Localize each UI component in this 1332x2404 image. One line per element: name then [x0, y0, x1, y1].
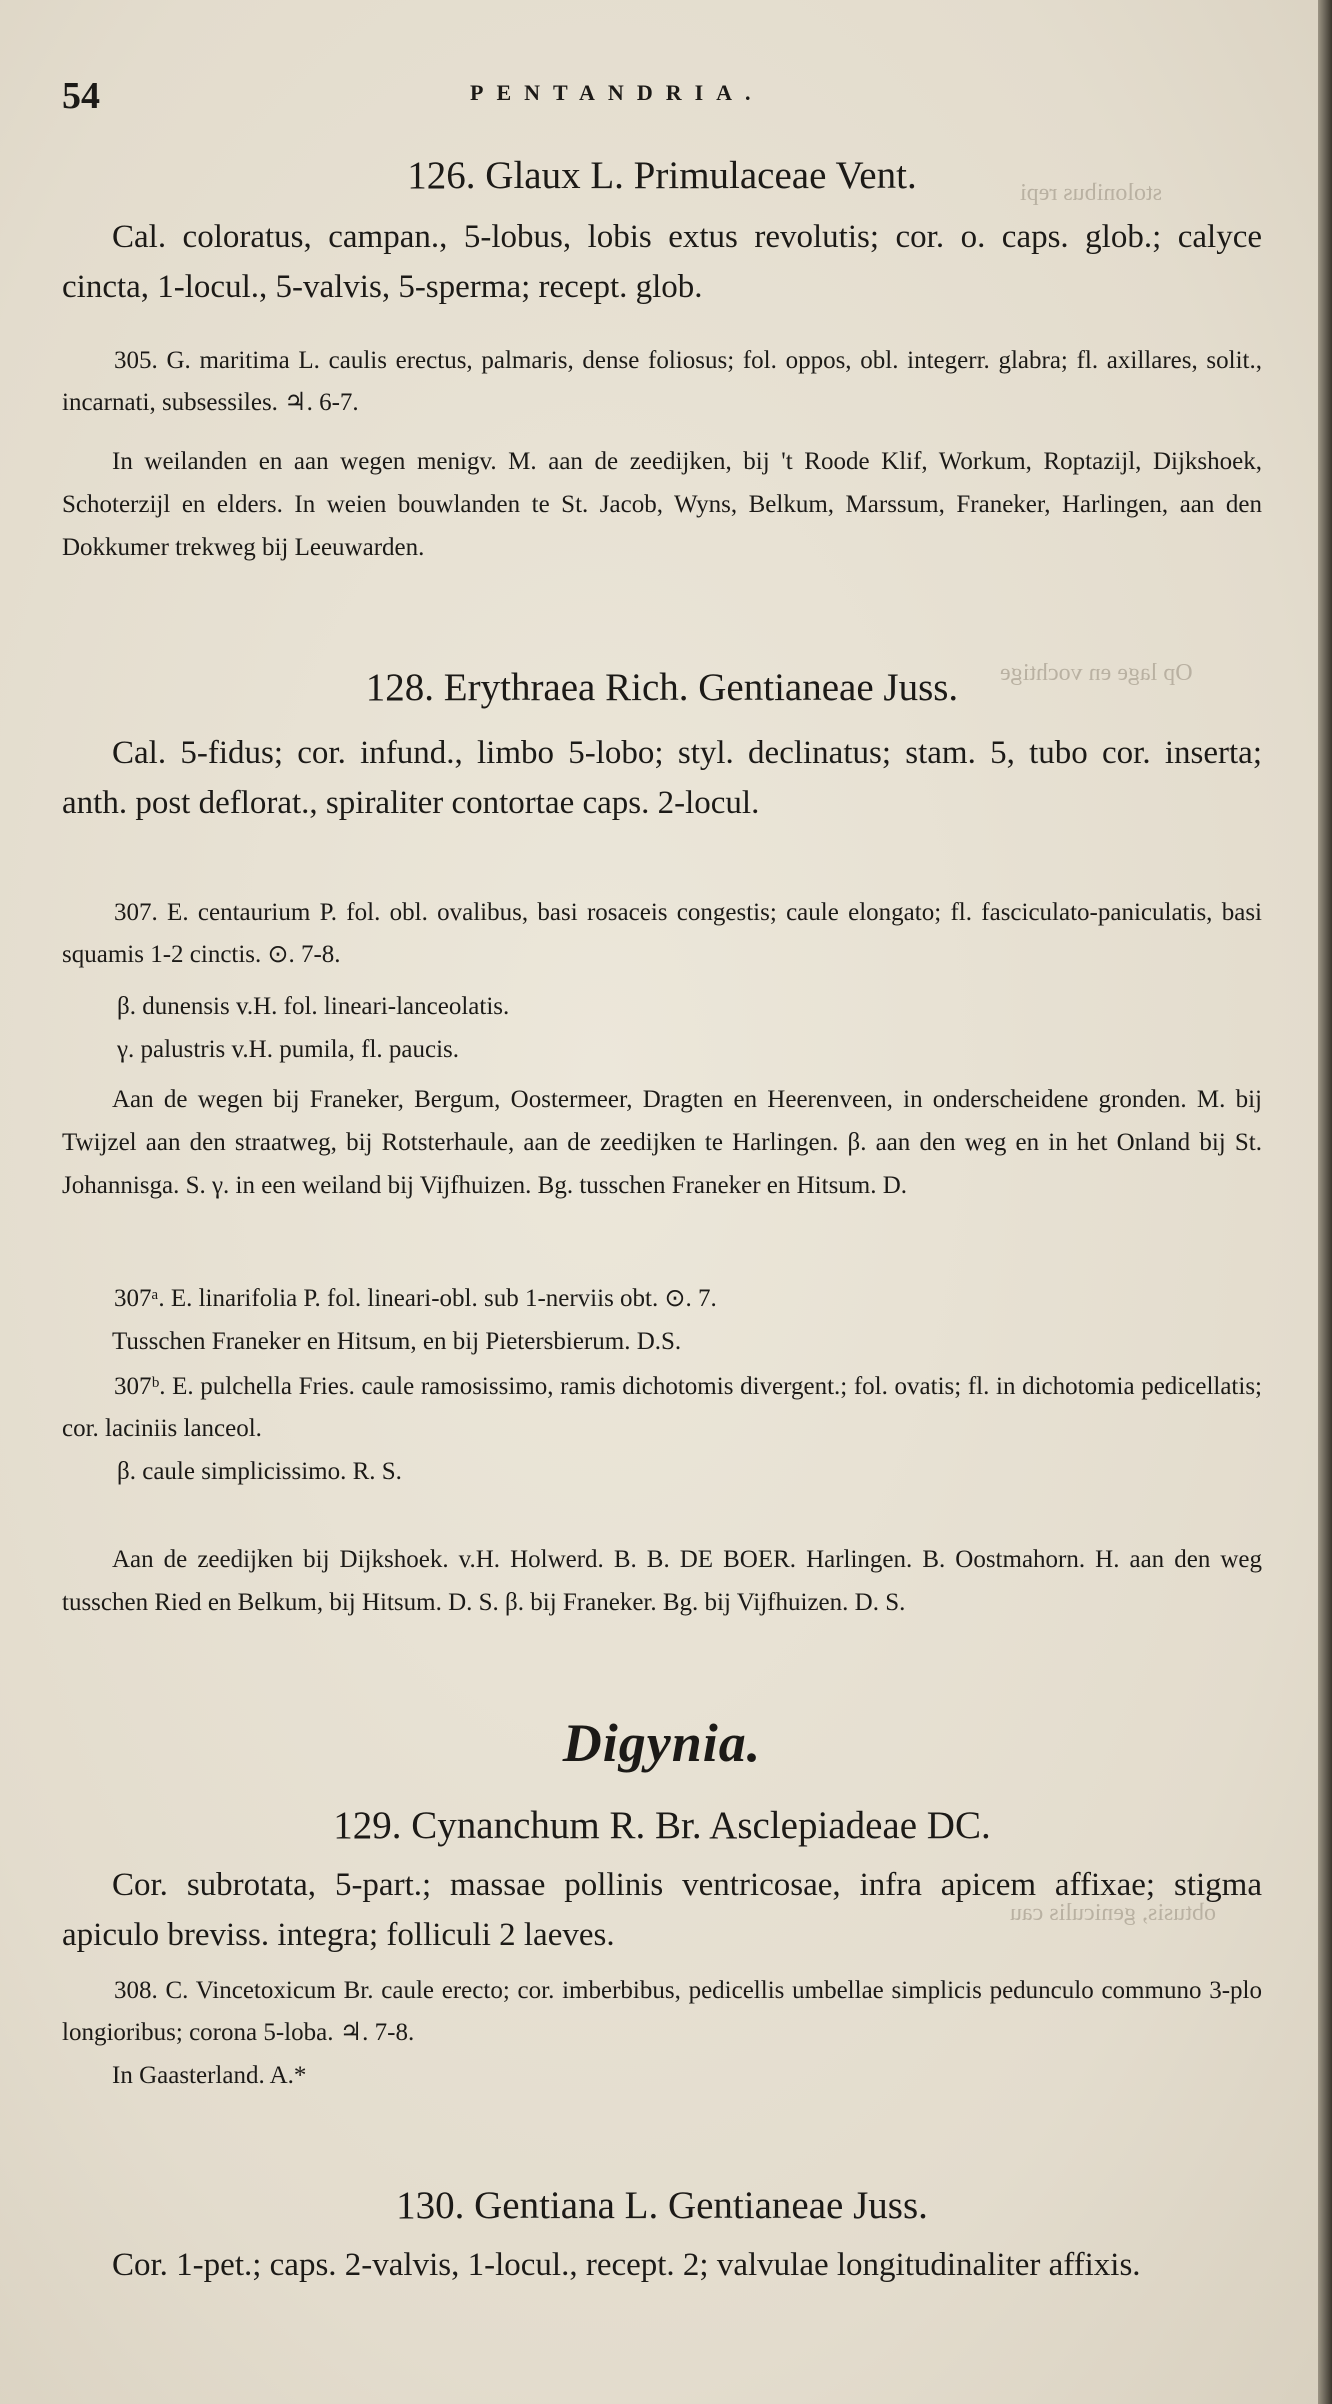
page-edge-shadow	[1318, 0, 1332, 2404]
section-130	[62, 2180, 1262, 2232]
section-126-desc	[62, 212, 1262, 312]
variety-beta: β. dunensis v.H. fol. lineari-lanceolatis.	[117, 993, 510, 1020]
bleed-through-text: stolonibus repi	[1020, 180, 1162, 206]
bleed-through-text: Op lage en vochtige	[1000, 660, 1193, 686]
genus-description: Cor. subrotata, 5-part.; massae pollinis ventricosae, infra apicem affixae; stigma apiculo breviss. integra; folliculi 2 laeves.	[62, 1867, 1262, 1953]
species-entry: 308. C. Vincetoxicum Br. caule erecto; cor. imberbibus, pedicellis umbellae simplicis pedunculo communo 3-plo longioribus; corona 5-loba. ♃. 7-8.	[62, 1977, 1262, 2046]
species-entry: 307. E. centaurium P. fol. obl. ovalibus, basi rosaceis congestis; caule elongato; fl. fasciculato-paniculatis, basi squamis 1-2 cinctis. ⊙. 7-8.	[62, 899, 1262, 968]
section-129	[62, 1800, 1262, 1852]
locality-note: Tusschen Franeker en Hitsum, en bij Pietersbierum. D.S.	[112, 1328, 682, 1355]
genus-description: Cal. coloratus, campan., 5-lobus, lobis extus revolutis; cor. o. caps. glob.; calyce cincta, 1-locul., 5-valvis, 5-sperma; recept. glob.	[62, 219, 1262, 305]
locality-note: Aan de wegen bij Franeker, Bergum, Oostermeer, Dragten en Heerenveen, in onderscheidene gronden. M. bij Twijzel aan den straatweg, bij Rotsterhaule, aan de zeedijken te Harlingen. β. aan den weg en in het Onland bij St. Johannisga. S. γ. in een weiland bij Vijfhuizen. Bg. tusschen Franeker en Hitsum. D.	[62, 1086, 1262, 1199]
order-heading-wrap	[62, 1712, 1262, 1774]
order-heading: Digynia.	[562, 1713, 762, 1773]
genus-heading: 130. Gentiana L. Gentianeae Juss.	[396, 2184, 928, 2227]
variety-beta: β. caule simplicissimo. R. S.	[117, 1458, 402, 1485]
section-128-species-a	[62, 1278, 1262, 1363]
bleed-through-text: obtusis, geniculis cau	[1010, 1900, 1216, 1926]
genus-description: Cor. 1-pet.; caps. 2-valvis, 1-locul., recept. 2; valvulae longitudinaliter affixis.	[112, 2247, 1141, 2283]
section-128-desc	[62, 728, 1262, 828]
section-129-desc	[62, 1860, 1262, 1960]
section-128-var	[62, 985, 1262, 1071]
section-128-loc-b	[62, 1538, 1262, 1624]
locality-note: In weilanden en aan wegen menigv. M. aan de zeedijken, bij 't Roode Klif, Workum, Roptazijl, Dijkshoek, Schoterzijl en elders. In weien bouwlanden te St. Jacob, Wyns, Belkum, Marssum, Franeker, Harlingen, aan den Dokkumer trekweg bij Leeuwarden.	[62, 448, 1262, 561]
genus-heading: 129. Cynanchum R. Br. Asclepiadeae DC.	[333, 1804, 991, 1847]
running-title: PENTANDRIA.	[470, 80, 764, 105]
locality-note: Aan de zeedijken bij Dijkshoek. v.H. Holwerd. B. B. DE BOER. Harlingen. B. Oostmahorn. H. aan den weg tusschen Ried en Belkum, bij Hitsum. D. S. β. bij Franeker. Bg. bij Vijfhuizen. D. S.	[62, 1546, 1262, 1616]
section-129-species	[62, 1970, 1262, 2097]
locality-note: In Gaasterland. A.*	[112, 2062, 307, 2089]
section-128-loc	[62, 1078, 1262, 1207]
species-entry: 305. G. maritima L. caulis erectus, palmaris, dense foliosus; fol. oppos, obl. integerr. glabra; fl. axillares, solit., incarnati, subsessiles. ♃. 6-7.	[62, 347, 1262, 416]
species-entry: 307ᵇ. E. pulchella Fries. caule ramosissimo, ramis dichotomis divergent.; fol. ovatis; fl. in dichotomia pedicellatis; cor. laciniis lanceol.	[62, 1373, 1262, 1442]
section-128	[62, 662, 1262, 714]
page-number: 54	[62, 75, 100, 117]
section-128-species-b	[62, 1366, 1262, 1493]
genus-heading: 126. Glaux L. Primulaceae Vent.	[407, 154, 917, 197]
variety-gamma: γ. palustris v.H. pumila, fl. paucis.	[117, 1036, 460, 1063]
species-entry: 307ᵃ. E. linarifolia P. fol. lineari-obl. sub 1-nerviis obt. ⊙. 7.	[114, 1285, 717, 1312]
section-126-loc	[62, 440, 1262, 569]
section-130-desc	[62, 2240, 1262, 2290]
section-126-species	[62, 340, 1262, 424]
section-128-species	[62, 892, 1262, 976]
genus-description: Cal. 5-fidus; cor. infund., limbo 5-lobo; styl. declinatus; stam. 5, tubo cor. inserta; anth. post deflorat., spiraliter contortae caps. 2-locul.	[62, 735, 1262, 821]
section-126	[62, 150, 1262, 202]
genus-heading: 128. Erythraea Rich. Gentianeae Juss.	[365, 666, 959, 709]
